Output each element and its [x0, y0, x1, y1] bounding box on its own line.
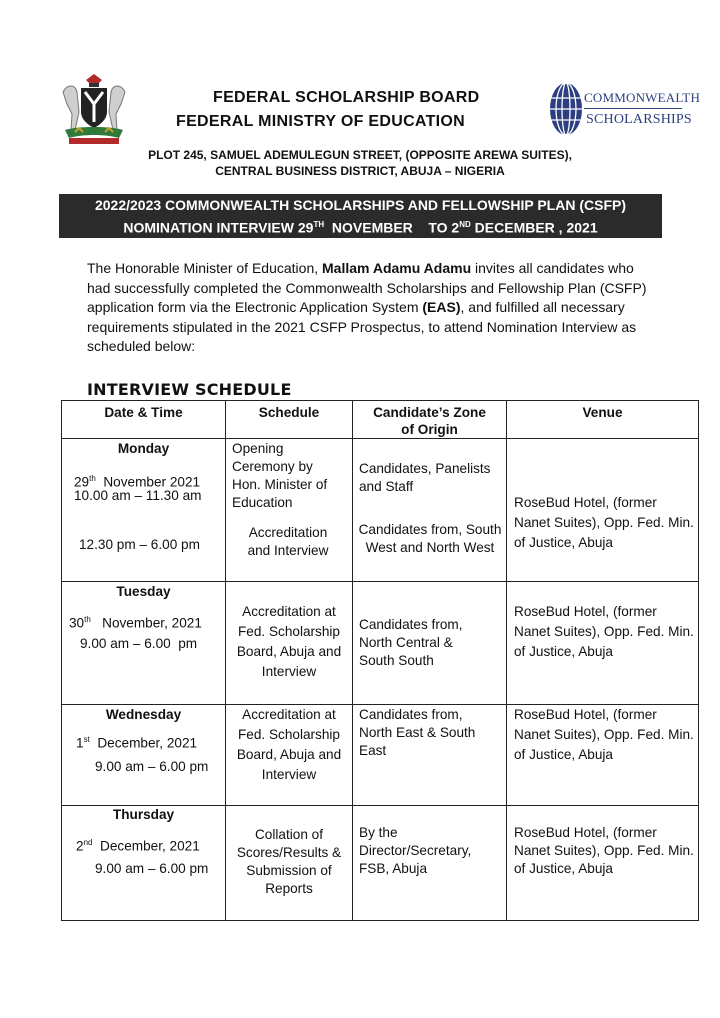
- schedule-text: Collation of Scores/Results & Submission of Reports: [236, 827, 342, 896]
- col-header-venue: Venue: [507, 401, 699, 439]
- date-label: 29th November 2021: [74, 474, 201, 490]
- day-label: Thursday: [112, 807, 175, 822]
- venue-text: RoseBud Hotel, (former Nanet Suites), Opp. Fed. Min. of Justice, Abuja: [514, 495, 694, 550]
- commonwealth-globe-icon: [548, 80, 584, 138]
- venue-text: RoseBud Hotel, (former Nanet Suites), Opp. Fed. Min. of Justice, Abuja: [514, 707, 694, 762]
- address-line-1: PLOT 245, SAMUEL ADEMULEGUN STREET, (OPPOSITE AREWA SUITES),: [148, 148, 572, 162]
- zone-text: Candidates, Panelists and Staff: [359, 461, 491, 494]
- time-label: 9.00 am – 6.00 pm: [80, 636, 198, 651]
- table-row: [62, 705, 699, 806]
- eas-label: (EAS): [422, 299, 461, 315]
- title-banner: [59, 194, 662, 238]
- zone-text: By the Director/Secretary, FSB, Abuja: [359, 825, 472, 876]
- cw-logo-line2: SCHOLARSHIPS: [586, 112, 692, 127]
- date-label: 30th November, 2021: [69, 615, 202, 631]
- date-label: 2nd December, 2021: [76, 838, 200, 854]
- day-label: Tuesday: [116, 584, 171, 599]
- table-row: [62, 439, 699, 582]
- address-line-2: CENTRAL BUSINESS DISTRICT, ABUJA – NIGERIA: [215, 164, 505, 178]
- venue-text: RoseBud Hotel, (former Nanet Suites), Opp. Fed. Min. of Justice, Abuja: [514, 604, 694, 659]
- col-header-zone: Candidate’s Zone of Origin: [353, 401, 507, 439]
- day-label: Monday: [117, 441, 170, 456]
- schedule-text: Opening Ceremony by Hon. Minister of Education: [232, 441, 328, 510]
- banner-line-1: 2022/2023 COMMONWEALTH SCHOLARSHIPS AND FELLOWSHIP PLAN (CSFP): [94, 197, 626, 213]
- schedule-title: INTERVIEW SCHEDULE: [87, 380, 292, 399]
- day-label: Wednesday: [105, 707, 182, 722]
- schedule-text-2: Accreditation and Interview: [247, 525, 329, 558]
- table-header-row: [62, 401, 699, 439]
- commonwealth-logo: [548, 80, 701, 138]
- cw-logo-line1: COMMONWEALTH: [584, 90, 701, 105]
- nigeria-coat-of-arms-icon: [55, 70, 133, 148]
- schedule-text: Accreditation at Fed. Scholarship Board, Abuja and Interview: [236, 604, 342, 679]
- col-header-date: Date & Time: [62, 401, 226, 439]
- board-title: FEDERAL SCHOLARSHIP BOARD: [213, 89, 480, 106]
- time-label: 10.00 am – 11.30 am: [74, 488, 202, 503]
- date-label: 1st December, 2021: [76, 735, 198, 751]
- ministry-title: FEDERAL MINISTRY OF EDUCATION: [176, 113, 466, 130]
- banner-line-2: NOMINATION INTERVIEW 29TH NOVEMBER TO 2ND DECEMBER , 2021: [123, 219, 598, 236]
- minister-name: Mallam Adamu Adamu: [322, 260, 472, 276]
- zone-text: Candidates from, North East & South East: [359, 707, 476, 758]
- col-header-schedule: Schedule: [226, 401, 353, 439]
- time-label: 9.00 am – 6.00 pm: [95, 759, 209, 774]
- table-row: [62, 582, 699, 705]
- schedule-text: Accreditation at Fed. Scholarship Board, Abuja and Interview: [236, 707, 342, 782]
- table-row: [62, 806, 699, 921]
- intro-paragraph: The Honorable Minister of Education, Mallam Adamu Adamu invites all candidates who had successfully completed the Commonwealth Scholarships and Fellowship Plan (CSFP) application form via the Electronic Application System (EAS), and fulfilled all necessary requirements stipulated in the 2021 CSFP Prospectus, to attend Nomination Interview as scheduled below:: [87, 260, 647, 354]
- schedule-table: [61, 400, 699, 921]
- venue-text: RoseBud Hotel, (former Nanet Suites), Opp. Fed. Min. of Justice, Abuja: [514, 825, 694, 876]
- time-label: 9.00 am – 6.00 pm: [95, 861, 209, 876]
- zone-text-2: Candidates from, South West and North West: [358, 522, 502, 555]
- time-label-2: 12.30 pm – 6.00 pm: [79, 537, 200, 552]
- zone-text: Candidates from, North Central & South South: [359, 617, 463, 668]
